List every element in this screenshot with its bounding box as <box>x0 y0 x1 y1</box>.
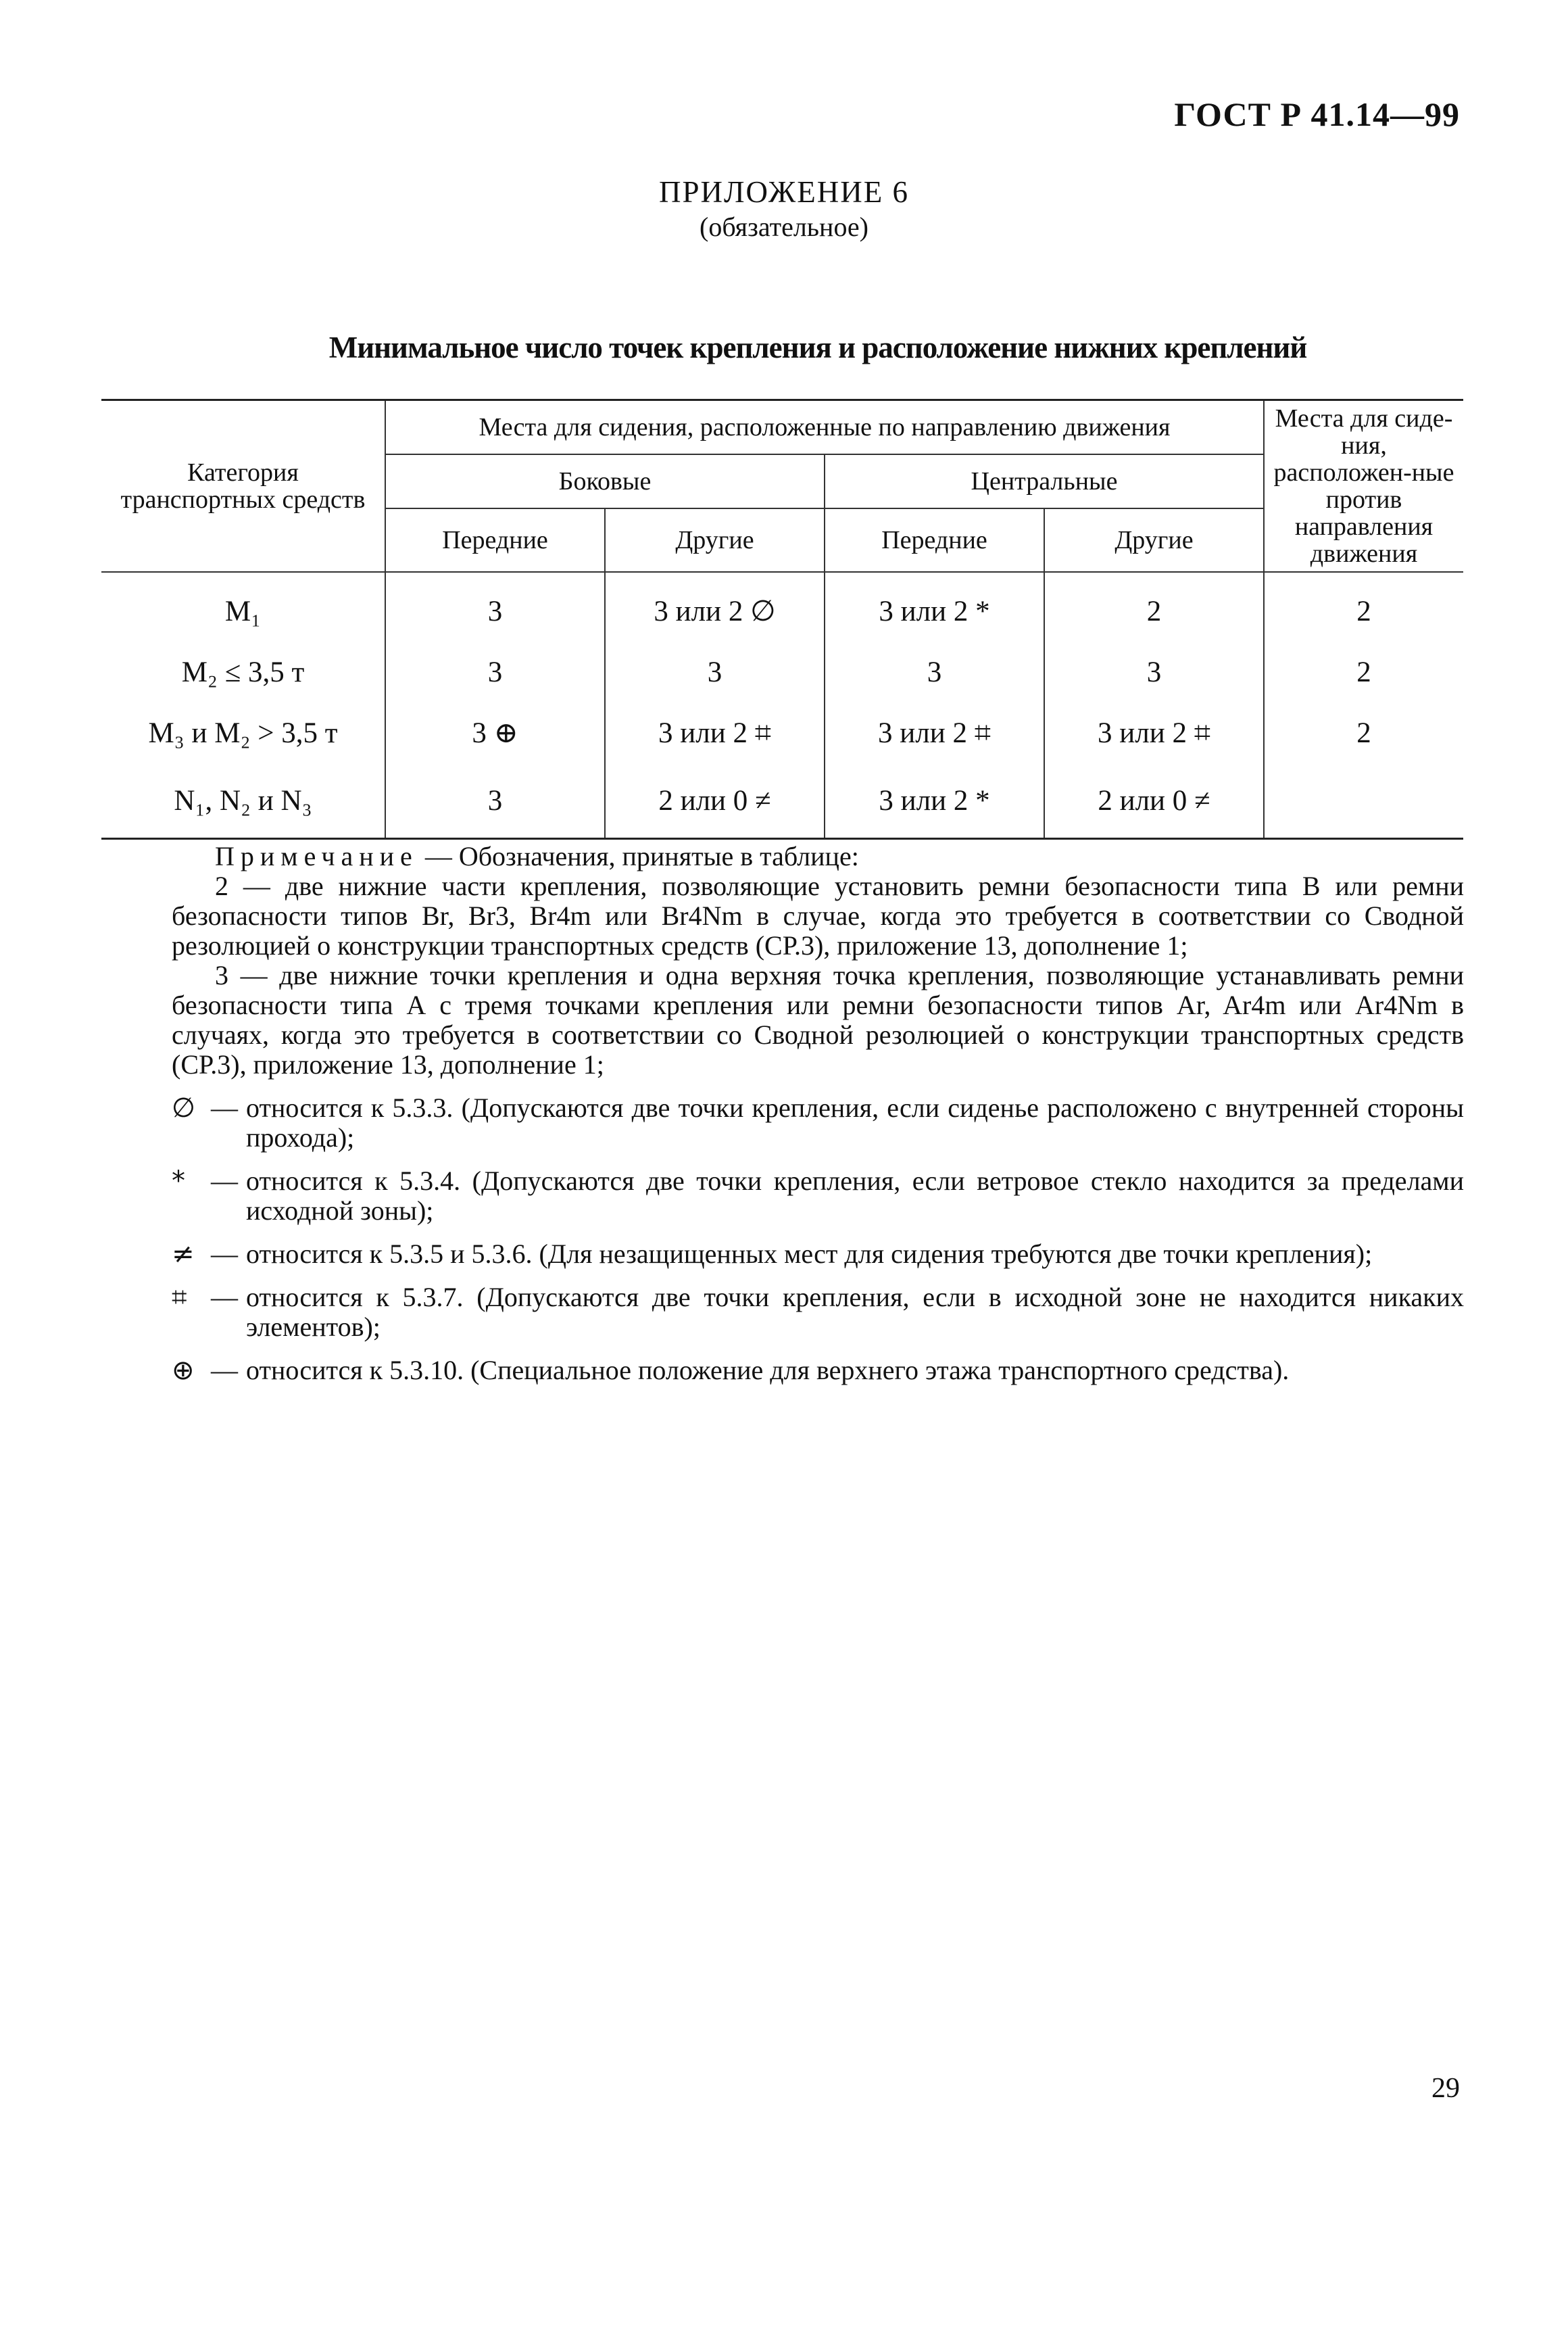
empty-set-icon: ∅ <box>172 1093 195 1124</box>
note-caption: — Обозначения, принятые в таблице: <box>418 841 859 871</box>
page-number: 29 <box>1431 2073 1460 2104</box>
cell-rear <box>1264 763 1463 839</box>
table-row <box>101 572 1463 642</box>
cell-category: M₁ <box>101 572 385 642</box>
header-forward-facing: Места для сидения, расположенные по направлению движения <box>385 400 1264 454</box>
cell-side-other: 3 <box>605 642 825 702</box>
cell-category: M₂ ≤ 3,5 т <box>101 642 385 702</box>
cell-central-front: 3 или 2 * <box>825 763 1044 839</box>
legend-dash: — <box>211 1093 238 1123</box>
table-row <box>101 642 1463 702</box>
legend-text: относится к 5.3.4. (Допускаются две точки крепления, если ветровое стекло находится за пределами исходной зоны); <box>246 1166 1464 1226</box>
cell-side-front: 3 <box>385 763 605 839</box>
anchorage-table <box>101 399 1463 840</box>
legend-item <box>172 1356 1464 1385</box>
note-two-points: 2 — две нижние части крепления, позволяющие установить ремни безопасности типа В или ремни безопасности типов Br, Br3, Br4m или Br4Nm в случае, когда это требуется в соответствии со Сводной резолюцией о конструкции транспортных средств (СР.3), приложение 13, дополнение 1; <box>172 871 1464 961</box>
legend-item <box>172 1283 1464 1342</box>
legend-dash: — <box>211 1355 238 1385</box>
header-central-front: Передние <box>825 508 1044 572</box>
legend-item <box>172 1093 1464 1153</box>
legend-text: относится к 5.3.3. (Допускаются две точки крепления, если сиденье расположено с внутренней стороны прохода); <box>246 1093 1464 1153</box>
cell-side-other: 2 или 0 ≠ <box>605 763 825 839</box>
broken-cross-icon: ⌗ <box>172 1282 187 1313</box>
header-side-front: Передние <box>385 508 605 572</box>
legend-item <box>172 1166 1464 1226</box>
cell-central-other: 3 или 2 ⌗ <box>1044 702 1264 763</box>
cell-category: M₃ и M₂ > 3,5 т <box>101 702 385 763</box>
cell-side-front: 3 ⊕ <box>385 702 605 763</box>
document-code: ГОСТ Р 41.14—99 <box>1174 95 1460 133</box>
cell-side-front: 3 <box>385 572 605 642</box>
legend-text: относится к 5.3.7. (Допускаются две точки крепления, если в исходной зоне не находится никаких элементов); <box>246 1282 1464 1342</box>
asterisk-icon: * <box>172 1166 185 1197</box>
cell-side-other: 3 или 2 ∅ <box>605 572 825 642</box>
note-label: Примечание <box>215 841 418 871</box>
cell-rear: 2 <box>1264 702 1463 763</box>
table-row <box>101 702 1463 763</box>
header-side: Боковые <box>385 454 825 508</box>
note-three-points: 3 — две нижние точки крепления и одна верхняя точка крепления, позволяющие устанавливать ремни безопасности типа А с тремя точками крепления или ремни безопасности типов Ar, Ar4m или Ar4Nm в случаях, когда это требуется в соответствии со Сводной резолюцией о конструкции транспортных средств (СР.3), приложение 13, дополнение 1; <box>172 960 1464 1080</box>
cell-central-front: 3 <box>825 642 1044 702</box>
circled-plus-icon: ⊕ <box>172 1355 195 1386</box>
table-title: Минимальное число точек крепления и расположение нижних креплений <box>328 331 1307 364</box>
cell-central-front: 3 или 2 ⌗ <box>825 702 1044 763</box>
legend-dash: — <box>211 1239 238 1269</box>
legend-item <box>172 1239 1464 1269</box>
not-equal-icon: ≠ <box>172 1239 195 1270</box>
header-central: Центральные <box>825 454 1264 508</box>
header-central-other: Другие <box>1044 508 1264 572</box>
cell-category: N₁, N₂ и N₃ <box>101 763 385 839</box>
cell-rear: 2 <box>1264 642 1463 702</box>
table-row <box>101 763 1463 839</box>
appendix-heading: ПРИЛОЖЕНИЕ 6 <box>659 175 909 209</box>
legend-dash: — <box>211 1282 238 1312</box>
appendix-status: (обязательное) <box>700 212 868 242</box>
header-category: Категория транспортных средств <box>101 400 385 573</box>
legend-dash: — <box>211 1166 238 1196</box>
header-side-other: Другие <box>605 508 825 572</box>
legend-text: относится к 5.3.5 и 5.3.6. (Для незащищенных мест для сидения требуются две точки крепления); <box>246 1239 1373 1269</box>
header-rearward-facing: Места для сиде-ния, расположен-ные против направления движения <box>1264 400 1463 573</box>
cell-central-other: 2 или 0 ≠ <box>1044 763 1264 839</box>
note-title <box>172 842 1464 871</box>
legend-text: относится к 5.3.10. (Специальное положение для верхнего этажа транспортного средства). <box>246 1355 1290 1385</box>
cell-central-other: 3 <box>1044 642 1264 702</box>
notes-section <box>172 842 1464 1385</box>
cell-side-front: 3 <box>385 642 605 702</box>
cell-central-other: 2 <box>1044 572 1264 642</box>
cell-central-front: 3 или 2 * <box>825 572 1044 642</box>
cell-rear: 2 <box>1264 572 1463 642</box>
cell-side-other: 3 или 2 ⌗ <box>605 702 825 763</box>
